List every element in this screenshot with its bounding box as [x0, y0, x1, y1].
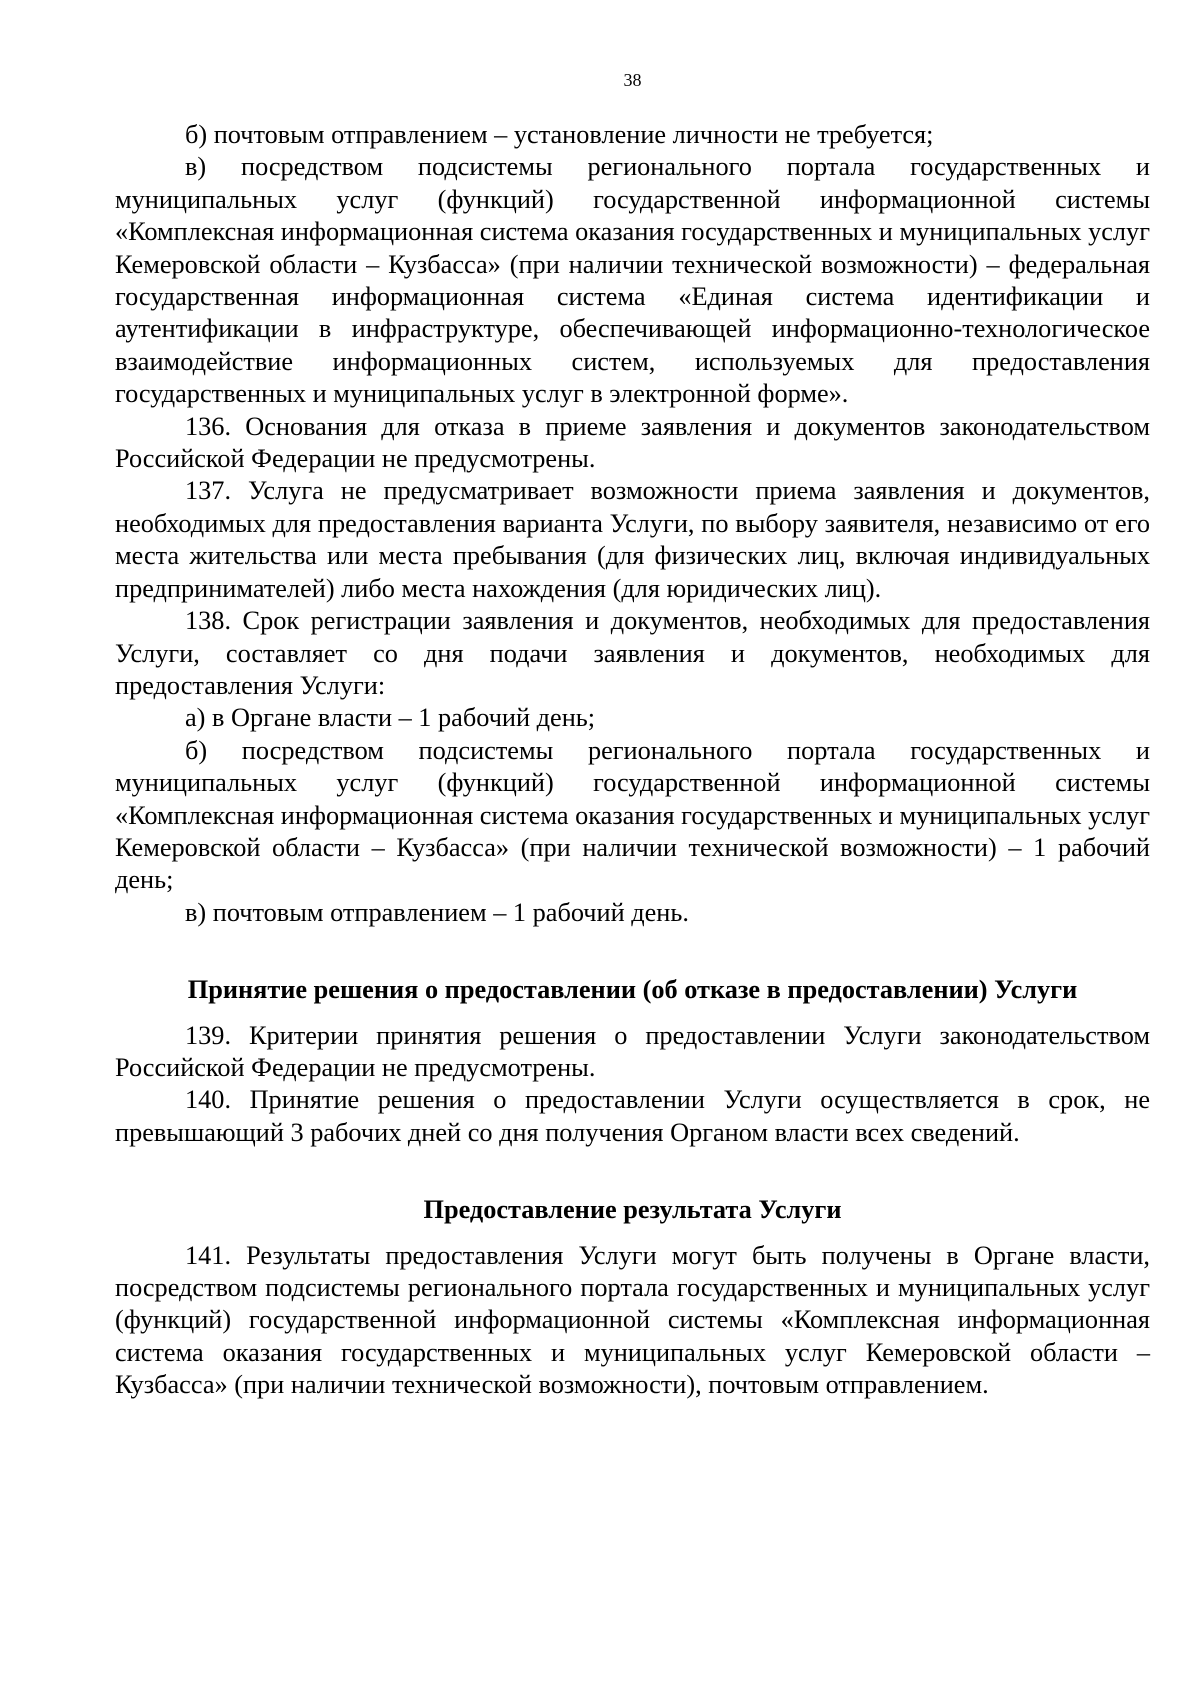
spacer — [115, 1007, 1150, 1020]
paragraph-139: 139. Критерии принятия решения о предоставлении Услуги законодательством Российской Федерации не предусмотрены. — [115, 1020, 1150, 1082]
paragraph-v-portal: в) посредством подсистемы регионального портала государственных и муниципальных услуг (функций) государственной информационной системы «Комплексная информационная система оказания государственных и муниципальных услуг Кемеровской области – Кузбасса» (при наличии технической возможности) – федеральная государственная информационная система «Единая система идентификации и аутентификации в инфраструктуре, обеспечивающей информационно-технологическое взаимодействие информационных систем, используемых для предоставления государственных и муниципальных услуг в электронной форме». — [115, 152, 1150, 409]
paragraph-136: 136. Основания для отказа в приеме заявления и документов законодательством Российской Федерации не предусмотрены. — [115, 411, 1150, 474]
document-body — [115, 119, 1150, 1402]
paragraph-140: 140. Принятие решения о предоставлении Услуги осуществляется в срок, не превышающий 3 рабочих дней со дня получения Органом власти всех сведений. — [115, 1085, 1150, 1147]
page-number: 38 — [623, 70, 642, 90]
paragraph-141: 141. Результаты предоставления Услуги могут быть получены в Органе власти, посредством подсистемы регионального портала государственных и муниципальных услуг (функций) государственной информационной системы «Комплексная информационная система оказания государственных и муниципальных услуг Кемеровской области – Кузбасса» (при наличии технической возможности), почтовым отправлением. — [115, 1240, 1150, 1400]
spacer — [115, 1227, 1150, 1240]
paragraph-137: 137. Услуга не предусматривает возможности приема заявления и документов, необходимых для предоставления варианта Услуги, по выбору заявителя, независимо от его места жительства или места пребывания (для физических лиц, включая индивидуальных предпринимателей) либо места нахождения (для юридических лиц). — [115, 476, 1150, 603]
spacer — [115, 929, 1150, 974]
paragraph-138-v: в) почтовым отправлением – 1 рабочий день. — [185, 897, 689, 927]
paragraph-138-b: б) посредством подсистемы регионального портала государственных и муниципальных услуг (функций) государственной информационной системы «Комплексная информационная система оказания государственных и муниципальных услуг Кемеровской области – Кузбасса» (при наличии технической возможности) – 1 рабочий день; — [115, 735, 1150, 895]
section-heading-decision: Принятие решения о предоставлении (об отказе в предоставлении) Услуги — [187, 975, 1078, 1005]
spacer — [115, 1149, 1150, 1194]
section-heading-result: Предоставление результата Услуги — [423, 1195, 842, 1225]
paragraph-138: 138. Срок регистрации заявления и документов, необходимых для предоставления Услуги, составляет со дня подачи заявления и документов, необходимых для предоставления Услуги: — [115, 606, 1150, 700]
paragraph-138-a: а) в Органе власти – 1 рабочий день; — [185, 703, 596, 733]
paragraph-b-postal: б) почтовым отправлением – установление личности не требуется; — [185, 120, 934, 149]
